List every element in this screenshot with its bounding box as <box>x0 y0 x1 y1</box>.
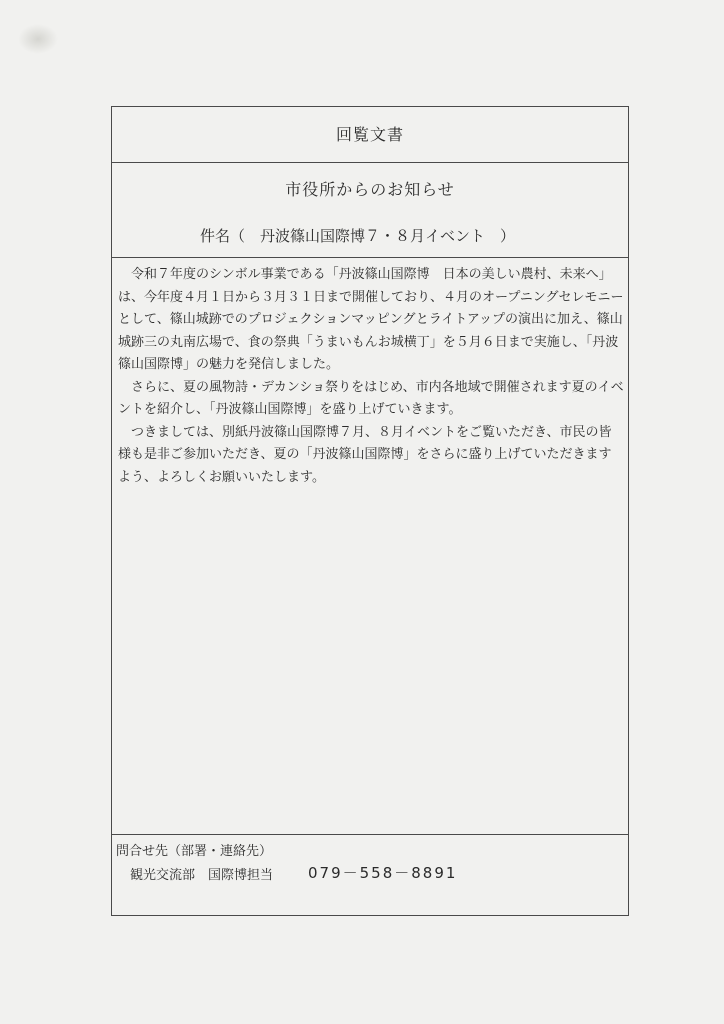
subject-divider <box>112 257 628 258</box>
notice-subject: 件名（ 丹波篠山国際博７・８月イベント ） <box>200 227 516 245</box>
body-paragraph-3: つきましては、別紙丹波篠山国際博７月、８月イベントをご覧いただき、市民の皆様も是非ご参加いただき、夏の「丹波篠山国際博」をさらに盛り上げていただきますよう、よろしくお願いいたします。 <box>118 424 612 485</box>
body-paragraph-2: さらに、夏の風物詩・デカンショ祭りをはじめ、市内各地域で開催されます夏のイベントを紹介し、「丹波篠山国際博」を盛り上げていきます。 <box>118 379 624 417</box>
body-paragraph-1: 令和７年度のシンボル事業である「丹波篠山国際博 日本の美しい農村、未来へ」は、今年度４月１日から３月３１日まで開催しており、４月のオープニングセレモニーとして、篠山城跡でのプロジェクションマッピングとライトアップの演出に加え、篠山城跡三の丸南広場で、食の祭典「うまいもんお城横丁」を５月６日まで実施し、「丹波篠山国際博」の魅力を発信しました。 <box>118 267 624 372</box>
notice-title: 市役所からのお知らせ <box>285 180 455 199</box>
contact-phone: 079－558－8891 <box>308 864 458 882</box>
notice-frame <box>111 106 629 916</box>
notice-body <box>118 264 624 489</box>
contact-department: 観光交流部 国際博担当 <box>130 868 274 883</box>
document-type-header: 回覧文書 <box>112 107 628 163</box>
contact-divider <box>112 834 628 835</box>
contact-label: 問合せ先（部署・連絡先） <box>116 844 273 859</box>
paper-crease-mark <box>18 24 58 54</box>
